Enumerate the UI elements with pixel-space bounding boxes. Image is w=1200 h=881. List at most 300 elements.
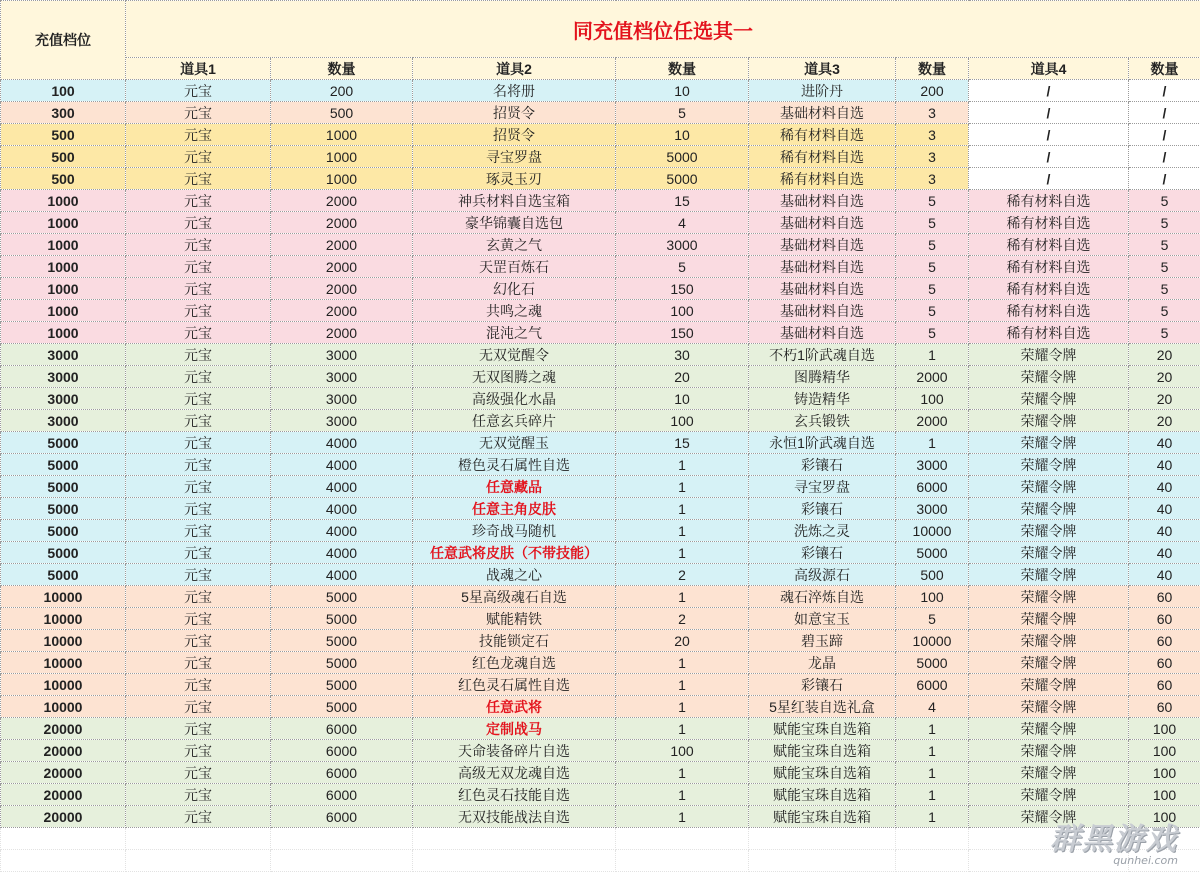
cell-qty2: 15 bbox=[616, 190, 749, 212]
cell-qty2: 1 bbox=[616, 586, 749, 608]
cell-item1: 元宝 bbox=[126, 586, 271, 608]
cell-qty1: 3000 bbox=[271, 388, 413, 410]
cell-item4: 荣耀令牌 bbox=[969, 806, 1129, 828]
cell-qty3: 5000 bbox=[896, 652, 969, 674]
cell-qty3: 1 bbox=[896, 806, 969, 828]
cell-tier: 10000 bbox=[1, 652, 126, 674]
cell-qty1: 500 bbox=[271, 102, 413, 124]
cell-qty3: 100 bbox=[896, 388, 969, 410]
cell-tier: 5000 bbox=[1, 564, 126, 586]
cell-qty2: 100 bbox=[616, 740, 749, 762]
cell-qty4: 5 bbox=[1129, 212, 1200, 234]
cell-item4: 稀有材料自选 bbox=[969, 278, 1129, 300]
table-row bbox=[1, 212, 1200, 234]
cell-qty1: 6000 bbox=[271, 718, 413, 740]
table-row bbox=[1, 784, 1200, 806]
cell-qty2: 1 bbox=[616, 652, 749, 674]
cell-item1: 元宝 bbox=[126, 476, 271, 498]
cell-qty4: 100 bbox=[1129, 784, 1200, 806]
cell-qty3: 3 bbox=[896, 146, 969, 168]
cell-qty2: 1 bbox=[616, 520, 749, 542]
cell-item2: 珍奇战马随机 bbox=[413, 520, 616, 542]
cell-item2: 玄黄之气 bbox=[413, 234, 616, 256]
cell-item1: 元宝 bbox=[126, 630, 271, 652]
cell-item1: 元宝 bbox=[126, 718, 271, 740]
cell-qty4: 20 bbox=[1129, 410, 1200, 432]
cell-qty2: 1 bbox=[616, 476, 749, 498]
cell-qty4: 5 bbox=[1129, 300, 1200, 322]
table-row bbox=[1, 608, 1200, 630]
cell-qty4: 60 bbox=[1129, 674, 1200, 696]
cell-qty2: 150 bbox=[616, 278, 749, 300]
cell-qty1: 4000 bbox=[271, 454, 413, 476]
cell-item4: 荣耀令牌 bbox=[969, 784, 1129, 806]
cell-qty3: 100 bbox=[896, 586, 969, 608]
cell-qty2: 5000 bbox=[616, 146, 749, 168]
cell-tier: 10000 bbox=[1, 674, 126, 696]
cell-qty3: 5 bbox=[896, 300, 969, 322]
col-header-qty3: 数量 bbox=[896, 58, 969, 80]
cell-tier: 5000 bbox=[1, 520, 126, 542]
cell-item3: 龙晶 bbox=[749, 652, 896, 674]
cell-qty1: 6000 bbox=[271, 740, 413, 762]
cell-qty3: 1 bbox=[896, 784, 969, 806]
cell-qty1: 4000 bbox=[271, 564, 413, 586]
table-row bbox=[1, 806, 1200, 828]
cell-item2: 任意主角皮肤 bbox=[413, 498, 616, 520]
cell-item1: 元宝 bbox=[126, 124, 271, 146]
cell-qty4: 100 bbox=[1129, 806, 1200, 828]
table-row bbox=[1, 718, 1200, 740]
cell-item3: 赋能宝珠自选箱 bbox=[749, 740, 896, 762]
cell-qty4: 100 bbox=[1129, 740, 1200, 762]
cell-item1: 元宝 bbox=[126, 256, 271, 278]
cell-item3: 基础材料自选 bbox=[749, 190, 896, 212]
cell-item3: 稀有材料自选 bbox=[749, 146, 896, 168]
cell-qty3: 5 bbox=[896, 234, 969, 256]
cell-qty1: 4000 bbox=[271, 520, 413, 542]
cell-item4: 荣耀令牌 bbox=[969, 718, 1129, 740]
table-row bbox=[1, 146, 1200, 168]
table-title: 同充值档位任选其一 bbox=[126, 1, 1200, 58]
cell-tier: 10000 bbox=[1, 586, 126, 608]
cell-qty1: 1000 bbox=[271, 168, 413, 190]
cell-item4: 荣耀令牌 bbox=[969, 498, 1129, 520]
cell-qty1: 1000 bbox=[271, 124, 413, 146]
cell-item4: 稀有材料自选 bbox=[969, 234, 1129, 256]
cell-item2: 任意武将皮肤（不带技能） bbox=[413, 542, 616, 564]
cell-qty1: 5000 bbox=[271, 696, 413, 718]
cell-item1: 元宝 bbox=[126, 696, 271, 718]
cell-qty1: 2000 bbox=[271, 278, 413, 300]
table-row bbox=[1, 388, 1200, 410]
cell-item4: 荣耀令牌 bbox=[969, 652, 1129, 674]
watermark-url: qunhei.com bbox=[1113, 854, 1178, 867]
cell-qty1: 2000 bbox=[271, 234, 413, 256]
cell-item4: 荣耀令牌 bbox=[969, 344, 1129, 366]
cell-item4: 荣耀令牌 bbox=[969, 674, 1129, 696]
cell-item2: 天命装备碎片自选 bbox=[413, 740, 616, 762]
cell-qty2: 2 bbox=[616, 608, 749, 630]
cell-item3: 魂石淬炼自选 bbox=[749, 586, 896, 608]
table-row bbox=[1, 102, 1200, 124]
cell-item2: 定制战马 bbox=[413, 718, 616, 740]
cell-item3: 洗炼之灵 bbox=[749, 520, 896, 542]
cell-item2: 橙色灵石属性自选 bbox=[413, 454, 616, 476]
cell-item1: 元宝 bbox=[126, 278, 271, 300]
table-row bbox=[1, 674, 1200, 696]
table-row bbox=[1, 696, 1200, 718]
cell-tier: 20000 bbox=[1, 784, 126, 806]
cell-qty3: 5 bbox=[896, 278, 969, 300]
cell-qty3: 5 bbox=[896, 256, 969, 278]
col-header-qty2: 数量 bbox=[616, 58, 749, 80]
cell-qty1: 3000 bbox=[271, 366, 413, 388]
cell-item4: 荣耀令牌 bbox=[969, 630, 1129, 652]
cell-tier: 500 bbox=[1, 124, 126, 146]
table-row bbox=[1, 234, 1200, 256]
cell-item4: 稀有材料自选 bbox=[969, 190, 1129, 212]
cell-tier: 1000 bbox=[1, 234, 126, 256]
cell-qty4: 60 bbox=[1129, 630, 1200, 652]
cell-item2: 无双图腾之魂 bbox=[413, 366, 616, 388]
cell-qty2: 1 bbox=[616, 784, 749, 806]
cell-qty4: 100 bbox=[1129, 718, 1200, 740]
cell-tier: 500 bbox=[1, 146, 126, 168]
cell-item4: / bbox=[969, 80, 1129, 102]
cell-qty2: 150 bbox=[616, 322, 749, 344]
cell-item4: 荣耀令牌 bbox=[969, 608, 1129, 630]
cell-qty2: 5000 bbox=[616, 168, 749, 190]
cell-qty2: 20 bbox=[616, 630, 749, 652]
cell-tier: 300 bbox=[1, 102, 126, 124]
table-row bbox=[1, 630, 1200, 652]
cell-item2: 战魂之心 bbox=[413, 564, 616, 586]
cell-item4: 稀有材料自选 bbox=[969, 212, 1129, 234]
cell-item4: 荣耀令牌 bbox=[969, 454, 1129, 476]
cell-item1: 元宝 bbox=[126, 432, 271, 454]
cell-qty4: 5 bbox=[1129, 190, 1200, 212]
cell-qty1: 2000 bbox=[271, 300, 413, 322]
cell-item3: 赋能宝珠自选箱 bbox=[749, 762, 896, 784]
cell-qty3: 200 bbox=[896, 80, 969, 102]
cell-item4: 荣耀令牌 bbox=[969, 586, 1129, 608]
cell-qty1: 200 bbox=[271, 80, 413, 102]
cell-item3: 赋能宝珠自选箱 bbox=[749, 718, 896, 740]
cell-qty1: 6000 bbox=[271, 762, 413, 784]
cell-item4: 荣耀令牌 bbox=[969, 520, 1129, 542]
cell-qty4: 40 bbox=[1129, 564, 1200, 586]
cell-item1: 元宝 bbox=[126, 190, 271, 212]
cell-item2: 招贤令 bbox=[413, 102, 616, 124]
cell-tier: 10000 bbox=[1, 696, 126, 718]
cell-qty4: / bbox=[1129, 146, 1200, 168]
cell-item1: 元宝 bbox=[126, 366, 271, 388]
cell-item4: 荣耀令牌 bbox=[969, 432, 1129, 454]
cell-item3: 永恒1阶武魂自选 bbox=[749, 432, 896, 454]
cell-item1: 元宝 bbox=[126, 542, 271, 564]
cell-item2: 5星高级魂石自选 bbox=[413, 586, 616, 608]
cell-qty3: 1 bbox=[896, 432, 969, 454]
cell-qty2: 2 bbox=[616, 564, 749, 586]
cell-qty2: 30 bbox=[616, 344, 749, 366]
cell-tier: 20000 bbox=[1, 762, 126, 784]
cell-qty4: / bbox=[1129, 102, 1200, 124]
cell-item3: 彩镶石 bbox=[749, 674, 896, 696]
col-header-item2: 道具2 bbox=[413, 58, 616, 80]
cell-qty4: 40 bbox=[1129, 476, 1200, 498]
cell-qty4: 5 bbox=[1129, 322, 1200, 344]
cell-item2: 红色灵石属性自选 bbox=[413, 674, 616, 696]
cell-tier: 5000 bbox=[1, 476, 126, 498]
cell-item2: 名将册 bbox=[413, 80, 616, 102]
cell-item3: 5星红装自选礼盒 bbox=[749, 696, 896, 718]
cell-item3: 不朽1阶武魂自选 bbox=[749, 344, 896, 366]
cell-item2: 神兵材料自选宝箱 bbox=[413, 190, 616, 212]
cell-qty1: 2000 bbox=[271, 322, 413, 344]
table-row bbox=[1, 476, 1200, 498]
cell-qty2: 1 bbox=[616, 762, 749, 784]
cell-qty1: 3000 bbox=[271, 410, 413, 432]
cell-item1: 元宝 bbox=[126, 388, 271, 410]
cell-qty3: 5000 bbox=[896, 542, 969, 564]
cell-qty3: 5 bbox=[896, 322, 969, 344]
cell-qty1: 2000 bbox=[271, 256, 413, 278]
cell-tier: 10000 bbox=[1, 630, 126, 652]
cell-qty1: 4000 bbox=[271, 498, 413, 520]
cell-qty2: 1 bbox=[616, 674, 749, 696]
cell-qty1: 2000 bbox=[271, 212, 413, 234]
cell-item1: 元宝 bbox=[126, 80, 271, 102]
cell-qty4: 5 bbox=[1129, 278, 1200, 300]
cell-item3: 基础材料自选 bbox=[749, 256, 896, 278]
cell-qty2: 4 bbox=[616, 212, 749, 234]
cell-tier: 3000 bbox=[1, 344, 126, 366]
cell-item3: 赋能宝珠自选箱 bbox=[749, 784, 896, 806]
cell-item2: 豪华锦囊自选包 bbox=[413, 212, 616, 234]
cell-qty3: 3 bbox=[896, 124, 969, 146]
watermark-text: 群黑游戏 bbox=[1050, 822, 1178, 857]
tier-header: 充值档位 bbox=[1, 1, 126, 80]
cell-qty3: 1 bbox=[896, 718, 969, 740]
cell-qty2: 1 bbox=[616, 542, 749, 564]
cell-tier: 3000 bbox=[1, 388, 126, 410]
cell-qty3: 3000 bbox=[896, 454, 969, 476]
cell-item1: 元宝 bbox=[126, 454, 271, 476]
cell-item1: 元宝 bbox=[126, 234, 271, 256]
cell-tier: 20000 bbox=[1, 806, 126, 828]
cell-item1: 元宝 bbox=[126, 322, 271, 344]
cell-item3: 基础材料自选 bbox=[749, 212, 896, 234]
cell-item1: 元宝 bbox=[126, 102, 271, 124]
col-header-qty4: 数量 bbox=[1129, 58, 1200, 80]
table-row bbox=[1, 652, 1200, 674]
cell-item2: 混沌之气 bbox=[413, 322, 616, 344]
cell-qty2: 10 bbox=[616, 80, 749, 102]
cell-item4: 荣耀令牌 bbox=[969, 410, 1129, 432]
cell-item1: 元宝 bbox=[126, 146, 271, 168]
table-row bbox=[1, 190, 1200, 212]
table-row bbox=[1, 740, 1200, 762]
cell-qty1: 3000 bbox=[271, 344, 413, 366]
table-row bbox=[1, 432, 1200, 454]
cell-item3: 寻宝罗盘 bbox=[749, 476, 896, 498]
cell-tier: 500 bbox=[1, 168, 126, 190]
cell-item1: 元宝 bbox=[126, 168, 271, 190]
cell-qty4: 40 bbox=[1129, 520, 1200, 542]
cell-qty3: 1 bbox=[896, 762, 969, 784]
cell-item4: 荣耀令牌 bbox=[969, 542, 1129, 564]
cell-item2: 无双技能战法自选 bbox=[413, 806, 616, 828]
cell-tier: 100 bbox=[1, 80, 126, 102]
cell-item1: 元宝 bbox=[126, 740, 271, 762]
cell-item2: 高级强化水晶 bbox=[413, 388, 616, 410]
cell-item1: 元宝 bbox=[126, 674, 271, 696]
cell-qty1: 4000 bbox=[271, 476, 413, 498]
table-row bbox=[1, 586, 1200, 608]
cell-qty4: 60 bbox=[1129, 608, 1200, 630]
cell-item1: 元宝 bbox=[126, 564, 271, 586]
cell-item2: 天罡百炼石 bbox=[413, 256, 616, 278]
cell-item3: 玄兵锻铁 bbox=[749, 410, 896, 432]
table-row bbox=[1, 520, 1200, 542]
cell-qty2: 1 bbox=[616, 718, 749, 740]
cell-qty3: 4 bbox=[896, 696, 969, 718]
cell-item4: 稀有材料自选 bbox=[969, 322, 1129, 344]
cell-tier: 1000 bbox=[1, 278, 126, 300]
table-row bbox=[1, 410, 1200, 432]
cell-item3: 如意宝玉 bbox=[749, 608, 896, 630]
cell-item2: 共鸣之魂 bbox=[413, 300, 616, 322]
cell-item3: 彩镶石 bbox=[749, 542, 896, 564]
cell-qty1: 1000 bbox=[271, 146, 413, 168]
cell-tier: 1000 bbox=[1, 256, 126, 278]
cell-qty1: 6000 bbox=[271, 806, 413, 828]
cell-item1: 元宝 bbox=[126, 410, 271, 432]
cell-item3: 彩镶石 bbox=[749, 498, 896, 520]
cell-item4: 荣耀令牌 bbox=[969, 476, 1129, 498]
cell-item4: 荣耀令牌 bbox=[969, 762, 1129, 784]
cell-qty3: 6000 bbox=[896, 476, 969, 498]
cell-item2: 高级无双龙魂自选 bbox=[413, 762, 616, 784]
cell-qty2: 5 bbox=[616, 102, 749, 124]
cell-qty1: 5000 bbox=[271, 608, 413, 630]
cell-tier: 3000 bbox=[1, 410, 126, 432]
cell-tier: 5000 bbox=[1, 454, 126, 476]
cell-qty1: 4000 bbox=[271, 432, 413, 454]
cell-qty3: 2000 bbox=[896, 410, 969, 432]
cell-qty2: 10 bbox=[616, 124, 749, 146]
cell-item1: 元宝 bbox=[126, 652, 271, 674]
cell-qty3: 2000 bbox=[896, 366, 969, 388]
cell-tier: 20000 bbox=[1, 740, 126, 762]
cell-item2: 无双觉醒令 bbox=[413, 344, 616, 366]
col-header-item4: 道具4 bbox=[969, 58, 1129, 80]
table-row bbox=[1, 564, 1200, 586]
cell-tier: 3000 bbox=[1, 366, 126, 388]
cell-qty3: 500 bbox=[896, 564, 969, 586]
cell-qty2: 100 bbox=[616, 410, 749, 432]
cell-qty3: 1 bbox=[896, 344, 969, 366]
col-header-item1: 道具1 bbox=[126, 58, 271, 80]
cell-qty4: 60 bbox=[1129, 586, 1200, 608]
cell-item4: / bbox=[969, 102, 1129, 124]
cell-qty2: 1 bbox=[616, 806, 749, 828]
cell-item3: 图腾精华 bbox=[749, 366, 896, 388]
cell-qty2: 20 bbox=[616, 366, 749, 388]
cell-qty4: 20 bbox=[1129, 366, 1200, 388]
empty-rows bbox=[1, 828, 1200, 872]
cell-qty3: 5 bbox=[896, 190, 969, 212]
cell-item1: 元宝 bbox=[126, 212, 271, 234]
table-row bbox=[1, 300, 1200, 322]
cell-item4: 荣耀令牌 bbox=[969, 564, 1129, 586]
cell-item3: 彩镶石 bbox=[749, 454, 896, 476]
table-row bbox=[1, 278, 1200, 300]
cell-qty2: 5 bbox=[616, 256, 749, 278]
cell-qty3: 3000 bbox=[896, 498, 969, 520]
col-header-qty1: 数量 bbox=[271, 58, 413, 80]
cell-qty2: 1 bbox=[616, 454, 749, 476]
cell-qty3: 5 bbox=[896, 608, 969, 630]
cell-item2: 技能锁定石 bbox=[413, 630, 616, 652]
cell-item1: 元宝 bbox=[126, 300, 271, 322]
cell-item2: 幻化石 bbox=[413, 278, 616, 300]
cell-item2: 红色灵石技能自选 bbox=[413, 784, 616, 806]
cell-item3: 稀有材料自选 bbox=[749, 124, 896, 146]
table-row bbox=[1, 80, 1200, 102]
cell-item3: 基础材料自选 bbox=[749, 234, 896, 256]
cell-item1: 元宝 bbox=[126, 784, 271, 806]
cell-item4: 荣耀令牌 bbox=[969, 388, 1129, 410]
cell-item4: 稀有材料自选 bbox=[969, 300, 1129, 322]
cell-item3: 进阶丹 bbox=[749, 80, 896, 102]
cell-qty4: 60 bbox=[1129, 696, 1200, 718]
table-row bbox=[1, 762, 1200, 784]
cell-item2: 任意藏品 bbox=[413, 476, 616, 498]
cell-item3: 碧玉蹄 bbox=[749, 630, 896, 652]
cell-tier: 1000 bbox=[1, 212, 126, 234]
cell-item2: 招贤令 bbox=[413, 124, 616, 146]
cell-item4: / bbox=[969, 146, 1129, 168]
table-row bbox=[1, 256, 1200, 278]
cell-item4: / bbox=[969, 124, 1129, 146]
cell-item1: 元宝 bbox=[126, 762, 271, 784]
table-row bbox=[1, 344, 1200, 366]
cell-item2: 琢灵玉刃 bbox=[413, 168, 616, 190]
cell-item2: 赋能精铁 bbox=[413, 608, 616, 630]
cell-qty4: 40 bbox=[1129, 432, 1200, 454]
cell-qty3: 10000 bbox=[896, 630, 969, 652]
cell-qty3: 3 bbox=[896, 168, 969, 190]
cell-item4: 荣耀令牌 bbox=[969, 366, 1129, 388]
cell-tier: 5000 bbox=[1, 498, 126, 520]
cell-qty4: 20 bbox=[1129, 388, 1200, 410]
cell-qty1: 6000 bbox=[271, 784, 413, 806]
cell-qty1: 2000 bbox=[271, 190, 413, 212]
cell-qty4: 60 bbox=[1129, 652, 1200, 674]
cell-qty1: 5000 bbox=[271, 674, 413, 696]
cell-item1: 元宝 bbox=[126, 520, 271, 542]
cell-qty4: 5 bbox=[1129, 234, 1200, 256]
table-row bbox=[1, 124, 1200, 146]
cell-item3: 基础材料自选 bbox=[749, 278, 896, 300]
cell-qty2: 10 bbox=[616, 388, 749, 410]
cell-item1: 元宝 bbox=[126, 498, 271, 520]
cell-item1: 元宝 bbox=[126, 344, 271, 366]
cell-item3: 赋能宝珠自选箱 bbox=[749, 806, 896, 828]
cell-qty2: 1 bbox=[616, 696, 749, 718]
